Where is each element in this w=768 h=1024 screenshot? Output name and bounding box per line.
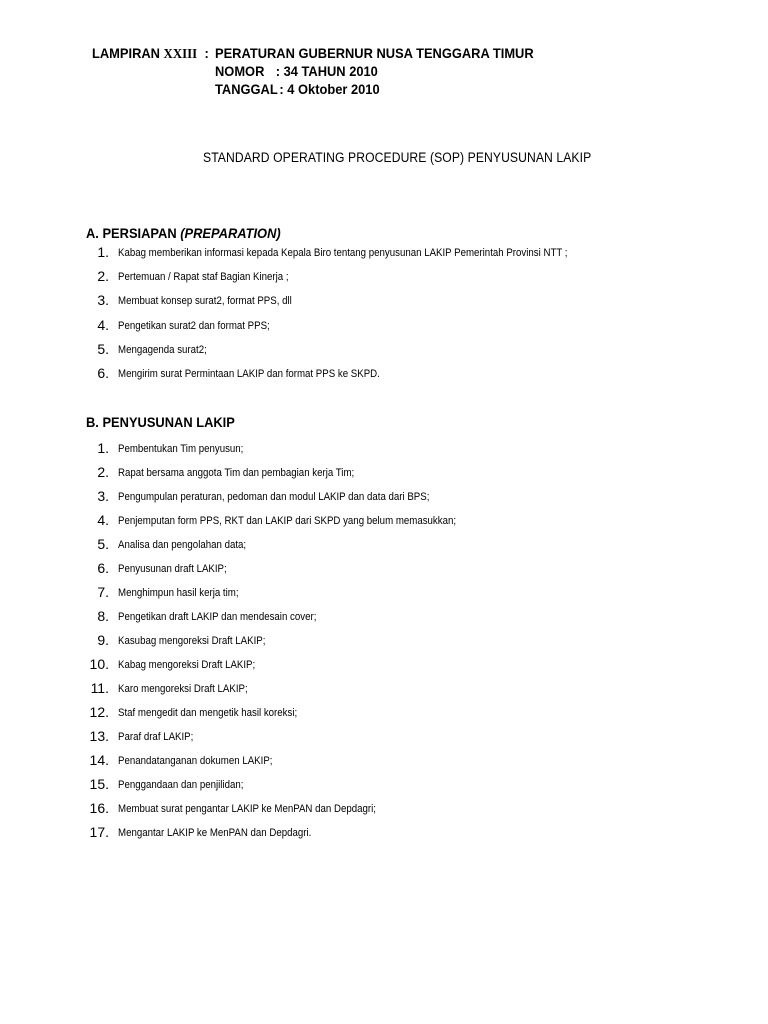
list-item-number: 4.	[97, 512, 109, 528]
section-a-heading	[86, 225, 281, 241]
list-item-text: Pembentukan Tim penyusun;	[118, 443, 244, 455]
nomor-row	[215, 62, 378, 80]
list-item-text: Pengumpulan peraturan, pedoman dan modul LAKIP dan data dari BPS;	[118, 491, 430, 503]
list-item-text: Mengagenda surat2;	[118, 343, 207, 356]
list-item-number: 10.	[89, 656, 109, 672]
list-item-number: 5.	[97, 340, 109, 357]
list-item-text: Menghimpun hasil kerja tim;	[118, 587, 239, 599]
regulation-title	[215, 44, 534, 62]
section-b-title: B. PENYUSUNAN LAKIP	[86, 414, 235, 430]
list-item-number: 4.	[97, 316, 109, 333]
list-item-text: Mengantar LAKIP ke MenPAN dan Depdagri.	[118, 827, 312, 839]
tanggal-row	[215, 80, 380, 98]
list-item-text: Kasubag mengoreksi Draft LAKIP;	[118, 635, 266, 647]
list-item-text: Mengirim surat Permintaan LAKIP dan format PPS ke SKPD.	[118, 368, 380, 380]
list-item-text: Membuat konsep surat2, format PPS, dll	[118, 295, 292, 308]
list-item-number: 6.	[97, 560, 109, 576]
list-item-text: Membuat surat pengantar LAKIP ke MenPAN dan Depdagri;	[118, 803, 376, 815]
list-item-text: Penggandaan dan penjilidan;	[118, 779, 244, 791]
list-item-number: 2.	[97, 464, 109, 480]
list-item-number: 14.	[89, 752, 109, 768]
list-item-text: Pertemuan / Rapat staf Bagian Kinerja ;	[118, 271, 289, 284]
list-item-number: 17.	[89, 824, 109, 840]
list-item-number: 3.	[97, 292, 109, 309]
list-item-number: 1.	[97, 440, 109, 456]
header-lampiran-row	[92, 44, 209, 64]
list-item-text: Penyusunan draft LAKIP;	[118, 563, 227, 575]
list-item-number: 6.	[97, 365, 109, 381]
lampiran-colon: :	[204, 45, 209, 61]
list-item-text: Analisa dan pengolahan data;	[118, 539, 247, 551]
section-a-subtitle: (PREPARATION)	[180, 225, 281, 241]
list-item-text: Penjemputan form PPS, RKT dan LAKIP dari SKPD yang belum memasukkan;	[118, 515, 457, 527]
nomor-label: NOMOR	[215, 63, 265, 79]
list-item-text: Penandatanganan dokumen LAKIP;	[118, 755, 273, 767]
list-item-text: Paraf draf LAKIP;	[118, 731, 194, 743]
list-item-number: 3.	[97, 488, 109, 504]
tanggal-label: TANGGAL	[215, 81, 278, 97]
list-item-number: 16.	[89, 800, 109, 816]
list-item-number: 5.	[97, 536, 109, 552]
list-item-number: 13.	[89, 728, 109, 744]
list-item-number: 9.	[97, 632, 109, 648]
section-b-heading	[86, 414, 235, 430]
section-a-title: A. PERSIAPAN	[86, 225, 177, 241]
list-item-text: Kabag memberikan informasi kepada Kepala Biro tentang penyusunan LAKIP Pemerintah Provinsi NTT ;	[118, 247, 568, 259]
document-title: STANDARD OPERATING PROCEDURE (SOP) PENYUSUNAN LAKIP	[203, 150, 592, 165]
list-item-text: Rapat bersama anggota Tim dan pembagian kerja Tim;	[118, 467, 355, 479]
list-item-number: 1.	[97, 244, 109, 260]
list-item-number: 7.	[97, 584, 109, 600]
list-item-number: 11.	[90, 680, 109, 696]
list-item-text: Pengetikan surat2 dan format PPS;	[118, 319, 270, 332]
list-item-text: Kabag mengoreksi Draft LAKIP;	[118, 659, 256, 671]
nomor-value: : 34 TAHUN 2010	[275, 63, 378, 79]
list-item-text: Staf mengedit dan mengetik hasil koreksi;	[118, 707, 298, 719]
list-item-text: Pengetikan draft LAKIP dan mendesain cover;	[118, 611, 317, 623]
lampiran-number: XXIII	[163, 47, 198, 62]
regulation-text: PERATURAN GUBERNUR NUSA TENGGARA TIMUR	[215, 45, 534, 61]
list-item-number: 12.	[89, 704, 109, 720]
list-item-number: 2.	[97, 268, 109, 285]
list-item-text: Karo mengoreksi Draft LAKIP;	[118, 683, 248, 695]
list-item-number: 8.	[97, 608, 109, 624]
tanggal-value: : 4 Oktober 2010	[279, 81, 380, 97]
list-item-number: 15.	[89, 776, 109, 792]
lampiran-label: LAMPIRAN	[92, 45, 160, 61]
